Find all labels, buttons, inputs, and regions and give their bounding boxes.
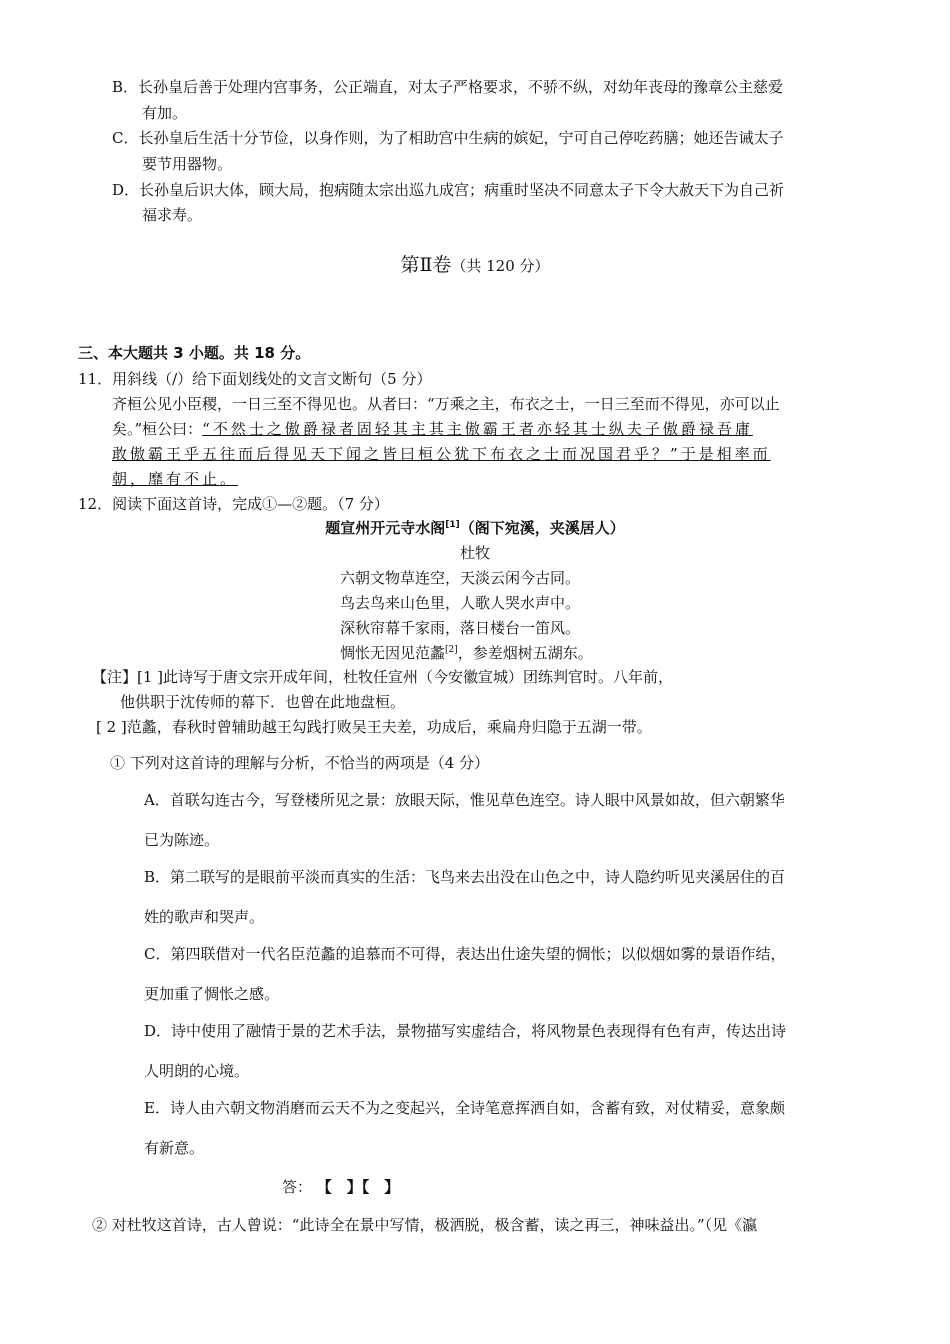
option-b-line1: B．长孙皇后善于处理内宫事务，公正端直，对太子严格要求，不骄不纵，对幼年丧母的豫章公主慈爱: [112, 78, 784, 96]
poem-line-4: [340, 642, 593, 663]
sub-question-1: ① 下列对这首诗的理解与分析，不恰当的两项是（4 分）: [110, 754, 490, 772]
poem-title-note: [1]: [445, 520, 460, 530]
option-d2-line1: D．诗中使用了融情于景的艺术手法，景物描写实虚结合，将风物景色表现得有色有声，传达出诗: [144, 1022, 787, 1040]
poem-line-2: 鸟去鸟来山色里，人歌人哭水声中。: [340, 594, 581, 612]
question-11-text-line1: 齐桓公见小臣稷，一日三至不得见也。从者曰：“万乘之主，布衣之士，一日三至而不得见，亦可以止: [112, 395, 780, 413]
note-1-line2: 他供职于沈传师的幕下．也曾在此地盘桓。: [120, 693, 406, 711]
volume-title: [0, 250, 950, 277]
poem-line-3: 深秋帘幕千家雨，落日楼台一笛风。: [340, 619, 581, 637]
poem-title: [0, 517, 950, 538]
option-d-line2: 福求寿。: [142, 206, 203, 224]
question-12-prompt: 12．阅读下面这首诗，完成①—②题。（7 分）: [78, 495, 389, 513]
volume-score: （共 120 分）: [451, 257, 550, 275]
poem-subtitle: （阁下宛溪，夹溪居人）: [459, 519, 625, 537]
option-c-line1: C．长孙皇后生活十分节俭，以身作则，为了相助宫中生病的嫔妃，宁可自己停吃药膳；她还告诫太子: [112, 129, 784, 147]
note-2: [ 2 ]范蠡，春秋时曾辅助越王勾践打败吴王夫差，功成后，乘扁舟归隐于五湖一带。: [96, 718, 652, 736]
option-b2-line2: 姓的歌声和哭声。: [144, 908, 265, 926]
volume-title-text: 第Ⅱ卷: [400, 254, 452, 276]
poem-line-4-a: 惆怅无因见范蠡: [340, 644, 446, 662]
option-e-line1: E．诗人由六朝文物消磨而云天不为之变起兴，全诗笔意挥洒自如，含蓄有致，对仗精妥，意象颇: [144, 1099, 785, 1117]
option-b2-line1: B．第二联写的是眼前平淡而真实的生活：飞鸟来去出没在山色之中，诗人隐约听见夹溪居住的百: [144, 868, 786, 886]
poem-line-4-note: [2]: [445, 645, 458, 655]
section-heading: 三、本大题共 3 小题。共 18 分。: [78, 344, 311, 362]
option-c2-line1: C．第四联借对一代名臣范蠡的追慕而不可得，表达出仕途失望的惆怅；以似烟如雾的景语作结，: [144, 945, 786, 963]
poem-author: 杜牧: [459, 544, 490, 562]
option-a-line2: 已为陈迹。: [144, 831, 220, 849]
option-c-line2: 要节用器物。: [142, 155, 233, 173]
option-c2-line2: 更加重了惆怅之感。: [144, 985, 280, 1003]
option-d2-line2: 人明朗的心境。: [144, 1062, 250, 1080]
option-a-line1: A．首联勾连古今，写登楼所见之景：放眼天际，惟见草色连空。诗人眼中风景如故，但六朝繁华: [144, 791, 785, 809]
option-b-line2: 有加。: [142, 104, 188, 122]
answer-label: 答：: [282, 1178, 313, 1196]
question-11-underlined-1: “不然士之傲爵禄者固轻其主其主傲霸王者亦轻其士纵夫子傲爵禄吾庸: [202, 420, 753, 438]
question-11-plain: 矣。”桓公曰：: [112, 420, 203, 438]
poem-line-4-b: ，参差烟树五湖东。: [457, 644, 593, 662]
question-11-underlined-3: 朝，靡有不止。: [112, 470, 239, 488]
option-e-line2: 有新意。: [144, 1139, 205, 1157]
poem-title-text: 题宣州开元寺水阁: [325, 519, 446, 537]
poem-line-1: 六朝文物草连空，天淡云闲今古同。: [340, 569, 581, 587]
answer-brackets[interactable]: 【 】【 】: [316, 1178, 400, 1196]
sub-question-2: ② 对杜牧这首诗，古人曾说：“此诗全在景中写情，极洒脱，极含蓄，读之再三，神味益出。”（见《瀛: [92, 1216, 758, 1234]
question-11-text-line2: [112, 418, 753, 439]
question-11-underlined-2: 敢傲霸王乎五往而后得见天下闻之皆曰桓公犹下布衣之士而况国君乎？”于是相率而: [112, 445, 771, 463]
note-1-line1: 【注】[1 ]此诗写于唐文宗开成年间，杜牧任宣州（今安徽宣城）团练判官时。八年前，: [92, 668, 674, 686]
question-11-prompt: 11．用斜线（/）给下面划线处的文言文断句（5 分）: [78, 370, 432, 388]
answer-area: [282, 1176, 399, 1197]
option-d-line1: D．长孙皇后识大体，顾大局，抱病随太宗出巡九成宫；病重时坚决不同意太子下令大赦天下为自己祈: [112, 181, 785, 199]
